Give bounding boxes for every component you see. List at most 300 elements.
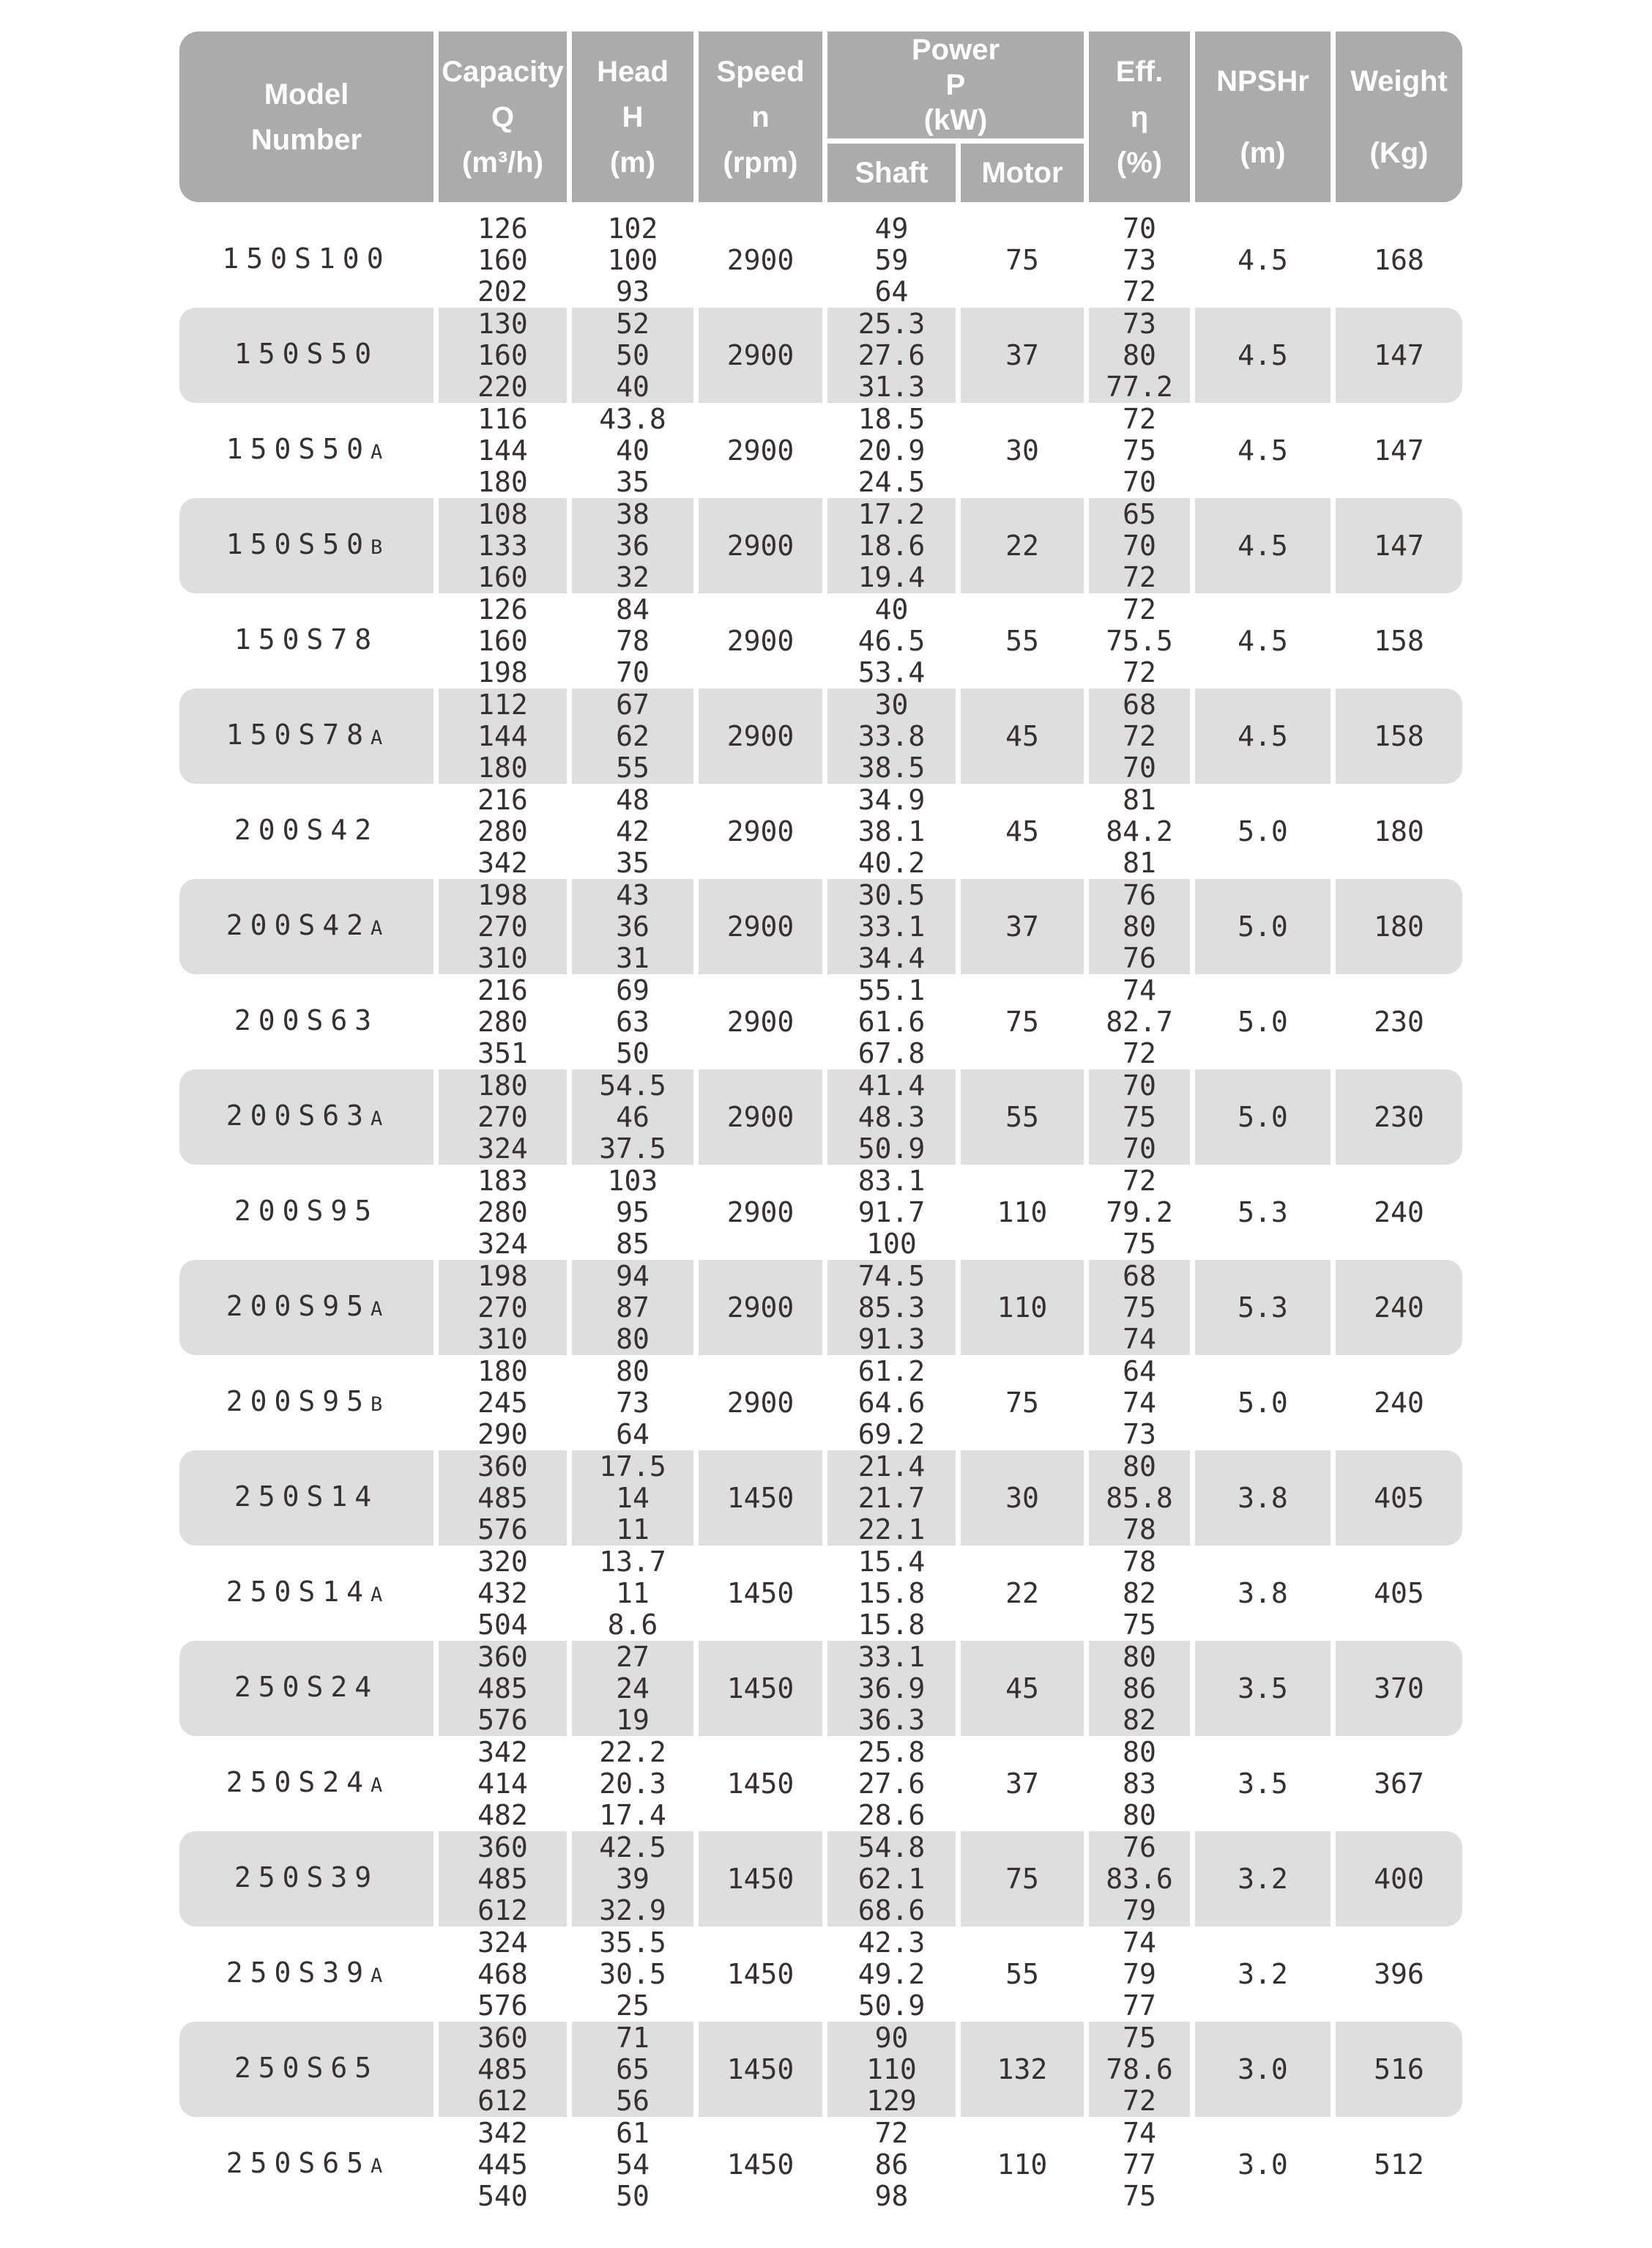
speed-value: 2900 — [726, 434, 795, 467]
capacity-value: 290 — [477, 1417, 528, 1450]
capacity-value: 432 — [477, 1576, 528, 1609]
table-row — [179, 593, 1463, 689]
cell-efficiency — [1089, 2117, 1190, 2212]
efficiency-value: 80 — [1123, 1735, 1156, 1768]
cell-motor-power — [961, 974, 1084, 1069]
efficiency-value: 74 — [1123, 2116, 1156, 2149]
cell-speed — [699, 1450, 822, 1546]
capacity-value: 576 — [477, 1513, 528, 1546]
efficiency-value: 72 — [1123, 656, 1156, 689]
npshr-value: 3.0 — [1238, 2148, 1288, 2181]
model-number-suffix: A — [371, 1964, 387, 1987]
cell-head — [572, 784, 693, 879]
shaft-power-value: 69.2 — [857, 1417, 926, 1450]
column-header-model-number — [179, 31, 434, 202]
cell-motor-power — [961, 1641, 1084, 1736]
model-number — [234, 624, 379, 659]
cell-model-number — [179, 1069, 434, 1165]
head-value: 43 — [616, 878, 650, 911]
efficiency-value: 76 — [1123, 1830, 1156, 1863]
cell-speed — [699, 1546, 822, 1641]
cell-shaft-power — [827, 1165, 956, 1260]
capacity-value: 360 — [477, 1640, 528, 1673]
model-number-suffix: A — [371, 916, 387, 940]
capacity-value: 270 — [477, 1100, 528, 1133]
cell-model-number — [179, 593, 434, 689]
header-line: (m) — [609, 146, 656, 179]
speed-value: 2900 — [726, 1195, 795, 1228]
cell-weight — [1336, 2117, 1462, 2212]
weight-value: 147 — [1374, 338, 1424, 371]
table-row — [179, 689, 1463, 784]
cell-head — [572, 2117, 693, 2212]
cell-head — [572, 212, 693, 308]
efficiency-value: 70 — [1123, 529, 1156, 562]
motor-power-value: 30 — [1005, 1481, 1039, 1514]
shaft-power-value: 33.1 — [857, 910, 926, 943]
cell-model-number — [179, 212, 434, 308]
cell-speed — [699, 1641, 822, 1736]
cell-speed — [699, 308, 822, 403]
cell-motor-power — [961, 593, 1084, 689]
cell-weight — [1336, 1546, 1462, 1641]
cell-motor-power — [961, 1546, 1084, 1641]
table-row — [179, 498, 1463, 593]
shaft-power-value: 27.6 — [857, 338, 926, 371]
header-line: (m³/h) — [461, 146, 544, 179]
cell-speed — [699, 1260, 822, 1355]
table-row — [179, 1260, 1463, 1355]
cell-model-number — [179, 1831, 434, 1926]
cell-weight — [1336, 1260, 1462, 1355]
cell-model-number — [179, 1641, 434, 1736]
model-number — [226, 2148, 387, 2182]
model-number-suffix: A — [371, 440, 387, 464]
cell-model-number — [179, 1355, 434, 1450]
model-number-base: 150S50 — [226, 432, 371, 465]
shaft-power-value: 68.6 — [857, 1893, 926, 1926]
capacity-value: 144 — [477, 434, 528, 467]
shaft-power-value: 59 — [874, 243, 909, 276]
head-value: 42.5 — [599, 1830, 666, 1863]
cell-npshr — [1195, 1165, 1331, 1260]
efficiency-value: 72 — [1123, 1036, 1156, 1069]
cell-model-number — [179, 1450, 434, 1546]
cell-capacity — [439, 1736, 567, 1831]
efficiency-value: 75.5 — [1106, 624, 1173, 657]
motor-power-value: 37 — [1005, 338, 1039, 371]
shaft-power-value: 83.1 — [857, 1164, 926, 1197]
model-number-base: 250S65 — [234, 2051, 379, 2084]
efficiency-value: 72 — [1123, 719, 1156, 752]
model-number-base: 150S78 — [234, 623, 379, 656]
cell-head — [572, 2022, 693, 2117]
shaft-power-value: 110 — [866, 2052, 917, 2085]
speed-value: 1450 — [726, 1481, 795, 1514]
cell-model-number — [179, 879, 434, 974]
cell-model-number — [179, 689, 434, 784]
capacity-value: 216 — [477, 783, 528, 816]
cell-head — [572, 1450, 693, 1546]
npshr-value: 3.8 — [1238, 1481, 1288, 1514]
weight-value: 367 — [1374, 1767, 1424, 1800]
cell-efficiency — [1089, 879, 1190, 974]
header-line: (m) — [1240, 136, 1286, 169]
capacity-value: 612 — [477, 1893, 528, 1926]
cell-npshr — [1195, 1736, 1331, 1831]
npshr-value: 5.0 — [1238, 1386, 1288, 1419]
model-number-suffix: B — [371, 1392, 387, 1416]
cell-head — [572, 403, 693, 498]
model-number-suffix: A — [371, 1583, 387, 1606]
cell-capacity — [439, 689, 567, 784]
efficiency-value: 82 — [1123, 1576, 1156, 1609]
shaft-power-value: 34.4 — [857, 941, 926, 974]
cell-npshr — [1195, 1069, 1331, 1165]
column-header-power — [827, 31, 1084, 202]
cell-head — [572, 1260, 693, 1355]
efficiency-value: 74 — [1123, 973, 1156, 1006]
head-value: 8.6 — [607, 1608, 658, 1641]
capacity-value: 126 — [477, 212, 528, 245]
cell-shaft-power — [827, 1736, 956, 1831]
cell-weight — [1336, 974, 1462, 1069]
head-value: 11 — [616, 1576, 650, 1609]
model-number — [234, 815, 379, 849]
head-value: 32 — [616, 560, 650, 593]
motor-power-value: 110 — [997, 2148, 1048, 2181]
speed-value: 1450 — [726, 1862, 795, 1895]
cell-model-number — [179, 1546, 434, 1641]
motor-power-value: 45 — [1005, 1672, 1039, 1704]
model-number — [234, 1672, 379, 1706]
cell-weight — [1336, 1069, 1462, 1165]
cell-shaft-power — [827, 1926, 956, 2022]
shaft-power-value: 86 — [874, 2148, 909, 2181]
head-value: 73 — [616, 1386, 650, 1419]
cell-motor-power — [961, 1165, 1084, 1260]
efficiency-value: 75 — [1123, 434, 1156, 467]
head-value: 40 — [616, 370, 650, 403]
shaft-power-value: 129 — [866, 2084, 917, 2117]
cell-efficiency — [1089, 974, 1190, 1069]
head-value: 43.8 — [599, 402, 666, 435]
cell-weight — [1336, 689, 1462, 784]
speed-value: 2900 — [726, 719, 795, 752]
weight-value: 147 — [1374, 529, 1424, 562]
cell-shaft-power — [827, 1831, 956, 1926]
head-value: 17.4 — [599, 1798, 666, 1831]
cell-capacity — [439, 1355, 567, 1450]
cell-efficiency — [1089, 403, 1190, 498]
shaft-power-value: 28.6 — [857, 1798, 926, 1831]
cell-weight — [1336, 784, 1462, 879]
header-line: Q — [491, 100, 515, 133]
npshr-value: 5.0 — [1238, 910, 1288, 943]
shaft-power-value: 21.7 — [857, 1481, 926, 1514]
head-value: 38 — [616, 497, 650, 530]
capacity-value: 180 — [477, 465, 528, 498]
motor-power-value: 75 — [1005, 1386, 1039, 1419]
weight-value: 370 — [1374, 1672, 1424, 1704]
head-value: 64 — [616, 1417, 650, 1450]
shaft-power-value: 50.9 — [857, 1132, 926, 1165]
capacity-value: 133 — [477, 529, 528, 562]
shaft-power-value: 64.6 — [857, 1386, 926, 1419]
capacity-value: 130 — [477, 307, 528, 340]
model-number-base: 250S14 — [234, 1480, 379, 1513]
motor-power-value: 75 — [1005, 1862, 1039, 1895]
capacity-value: 324 — [477, 1926, 528, 1959]
head-value: 94 — [616, 1259, 650, 1292]
cell-capacity — [439, 1260, 567, 1355]
header-line: η — [1130, 100, 1149, 133]
capacity-value: 160 — [477, 243, 528, 276]
cell-efficiency — [1089, 1355, 1190, 1450]
head-value: 70 — [616, 656, 650, 689]
efficiency-value: 82.7 — [1106, 1005, 1173, 1038]
head-value: 42 — [616, 815, 650, 847]
speed-value: 2900 — [726, 815, 795, 847]
head-value: 95 — [616, 1195, 650, 1228]
head-value: 62 — [616, 719, 650, 752]
shaft-power-value: 91.3 — [857, 1322, 926, 1355]
shaft-power-value: 72 — [874, 2116, 909, 2149]
shaft-power-value: 36.3 — [857, 1703, 926, 1736]
cell-weight — [1336, 1165, 1462, 1260]
cell-speed — [699, 784, 822, 879]
cell-weight — [1336, 212, 1462, 308]
cell-efficiency — [1089, 593, 1190, 689]
cell-shaft-power — [827, 1450, 956, 1546]
shaft-power-value: 100 — [866, 1227, 917, 1260]
cell-weight — [1336, 1831, 1462, 1926]
model-number-base: 150S100 — [222, 242, 391, 275]
cell-weight — [1336, 1355, 1462, 1450]
model-number — [226, 1576, 387, 1611]
capacity-value: 540 — [477, 2179, 528, 2212]
head-value: 17.5 — [599, 1450, 666, 1483]
weight-value: 168 — [1374, 243, 1424, 276]
speed-value: 2900 — [726, 1005, 795, 1038]
head-value: 35 — [616, 465, 650, 498]
efficiency-value: 79 — [1123, 1957, 1156, 1990]
npshr-value: 5.0 — [1238, 1100, 1288, 1133]
npshr-value: 3.2 — [1238, 1957, 1288, 1990]
header-line: H — [622, 100, 644, 133]
head-value: 50 — [616, 1036, 650, 1069]
cell-motor-power — [961, 1450, 1084, 1546]
weight-value: 230 — [1374, 1100, 1424, 1133]
cell-speed — [699, 1926, 822, 2022]
weight-value: 405 — [1374, 1481, 1424, 1514]
npshr-value: 4.5 — [1238, 338, 1288, 371]
efficiency-value: 75 — [1123, 1227, 1156, 1260]
shaft-power-value: 18.5 — [857, 402, 926, 435]
motor-power-value: 132 — [997, 2052, 1048, 2085]
speed-value: 2900 — [726, 1291, 795, 1324]
cell-head — [572, 1926, 693, 2022]
head-value: 84 — [616, 593, 650, 626]
cell-shaft-power — [827, 1641, 956, 1736]
power-header-label — [827, 31, 1084, 138]
cell-efficiency — [1089, 1831, 1190, 1926]
cell-npshr — [1195, 403, 1331, 498]
efficiency-value: 77 — [1123, 1989, 1156, 2022]
efficiency-value: 72 — [1123, 560, 1156, 593]
efficiency-value: 68 — [1123, 1259, 1156, 1292]
head-value: 25 — [616, 1989, 650, 2022]
cell-motor-power — [961, 879, 1084, 974]
cell-capacity — [439, 1926, 567, 2022]
weight-value: 240 — [1374, 1291, 1424, 1324]
model-number-base: 250S39 — [234, 1861, 379, 1893]
capacity-value: 576 — [477, 1703, 528, 1736]
cell-head — [572, 1069, 693, 1165]
efficiency-value: 75 — [1123, 1291, 1156, 1324]
cell-efficiency — [1089, 1260, 1190, 1355]
cell-capacity — [439, 1450, 567, 1546]
efficiency-value: 83.6 — [1106, 1862, 1173, 1895]
head-value: 56 — [616, 2084, 650, 2117]
efficiency-value: 70 — [1123, 751, 1156, 784]
table-row — [179, 212, 1463, 308]
model-number-base: 150S50 — [234, 337, 379, 370]
table-row — [179, 784, 1463, 879]
model-number — [234, 1481, 379, 1516]
npshr-value: 4.5 — [1238, 719, 1288, 752]
cell-npshr — [1195, 1641, 1331, 1736]
head-value: 63 — [616, 1005, 650, 1038]
head-value: 35.5 — [599, 1926, 666, 1959]
cell-head — [572, 1165, 693, 1260]
column-header-motor: Motor — [961, 144, 1084, 202]
capacity-value: 198 — [477, 878, 528, 911]
cell-speed — [699, 879, 822, 974]
column-header-weight — [1336, 31, 1462, 202]
npshr-value: 3.2 — [1238, 1862, 1288, 1895]
head-value: 93 — [616, 275, 650, 308]
cell-efficiency — [1089, 689, 1190, 784]
cell-npshr — [1195, 308, 1331, 403]
speed-value: 2900 — [726, 624, 795, 657]
head-value: 102 — [607, 212, 658, 245]
column-header-head — [572, 31, 693, 202]
head-value: 36 — [616, 529, 650, 562]
head-value: 31 — [616, 941, 650, 974]
shaft-power-value: 17.2 — [857, 497, 926, 530]
capacity-value: 360 — [477, 2021, 528, 2054]
npshr-value: 3.5 — [1238, 1767, 1288, 1800]
cell-speed — [699, 212, 822, 308]
efficiency-value: 72 — [1123, 2084, 1156, 2117]
head-value: 80 — [616, 1322, 650, 1355]
cell-model-number — [179, 2117, 434, 2212]
table-row — [179, 1355, 1463, 1450]
motor-power-value: 30 — [1005, 434, 1039, 467]
cell-npshr — [1195, 1450, 1331, 1546]
cell-model-number — [179, 1736, 434, 1831]
header-line: Number — [250, 123, 362, 156]
cell-efficiency — [1089, 1450, 1190, 1546]
cell-shaft-power — [827, 879, 956, 974]
model-number-suffix: A — [371, 2154, 387, 2178]
cell-speed — [699, 689, 822, 784]
head-value: 67 — [616, 688, 650, 721]
efficiency-value: 78.6 — [1106, 2052, 1173, 2085]
head-value: 55 — [616, 751, 650, 784]
shaft-power-value: 15.8 — [857, 1576, 926, 1609]
table-row — [179, 1736, 1463, 1831]
model-number-suffix: A — [371, 1297, 387, 1321]
head-value: 78 — [616, 624, 650, 657]
header-line: (%) — [1116, 146, 1163, 179]
header-line: (rpm) — [723, 146, 798, 179]
efficiency-value: 81 — [1123, 846, 1156, 879]
cell-capacity — [439, 1069, 567, 1165]
cell-motor-power — [961, 784, 1084, 879]
efficiency-value: 80 — [1123, 1798, 1156, 1831]
capacity-value: 324 — [477, 1227, 528, 1260]
model-number — [226, 1957, 387, 1992]
capacity-value: 482 — [477, 1798, 528, 1831]
cell-speed — [699, 1736, 822, 1831]
head-value: 32.9 — [599, 1893, 666, 1926]
npshr-value: 3.8 — [1238, 1576, 1288, 1609]
cell-efficiency — [1089, 308, 1190, 403]
cell-shaft-power — [827, 1355, 956, 1450]
cell-model-number — [179, 1926, 434, 2022]
cell-efficiency — [1089, 1546, 1190, 1641]
efficiency-value: 76 — [1123, 878, 1156, 911]
cell-npshr — [1195, 1831, 1331, 1926]
cell-head — [572, 879, 693, 974]
cell-weight — [1336, 1736, 1462, 1831]
header-line: (Kg) — [1369, 136, 1429, 169]
table-row — [179, 308, 1463, 403]
capacity-value: 342 — [477, 846, 528, 879]
capacity-value: 360 — [477, 1450, 528, 1483]
head-value: 20.3 — [599, 1767, 666, 1800]
shaft-power-value: 62.1 — [857, 1862, 926, 1895]
shaft-power-value: 27.6 — [857, 1767, 926, 1800]
header-line: Eff. — [1115, 55, 1164, 88]
speed-value: 2900 — [726, 910, 795, 943]
capacity-value: 324 — [477, 1132, 528, 1165]
column-header-npshr — [1195, 31, 1331, 202]
efficiency-value: 78 — [1123, 1513, 1156, 1546]
speed-value: 1450 — [726, 1576, 795, 1609]
speed-value: 1450 — [726, 1767, 795, 1800]
cell-shaft-power — [827, 403, 956, 498]
head-value: 13.7 — [599, 1545, 666, 1578]
cell-motor-power — [961, 1355, 1084, 1450]
model-number — [226, 719, 387, 754]
head-value: 100 — [607, 243, 658, 276]
cell-motor-power — [961, 212, 1084, 308]
table-row — [179, 1069, 1463, 1165]
capacity-value: 108 — [477, 497, 528, 530]
cell-capacity — [439, 403, 567, 498]
cell-speed — [699, 403, 822, 498]
head-value: 80 — [616, 1354, 650, 1387]
efficiency-value: 80 — [1123, 1450, 1156, 1483]
efficiency-value: 65 — [1123, 497, 1156, 530]
efficiency-value: 72 — [1123, 402, 1156, 435]
model-number-base: 200S42 — [234, 813, 379, 846]
shaft-power-value: 49.2 — [857, 1957, 926, 1990]
efficiency-value: 81 — [1123, 783, 1156, 816]
